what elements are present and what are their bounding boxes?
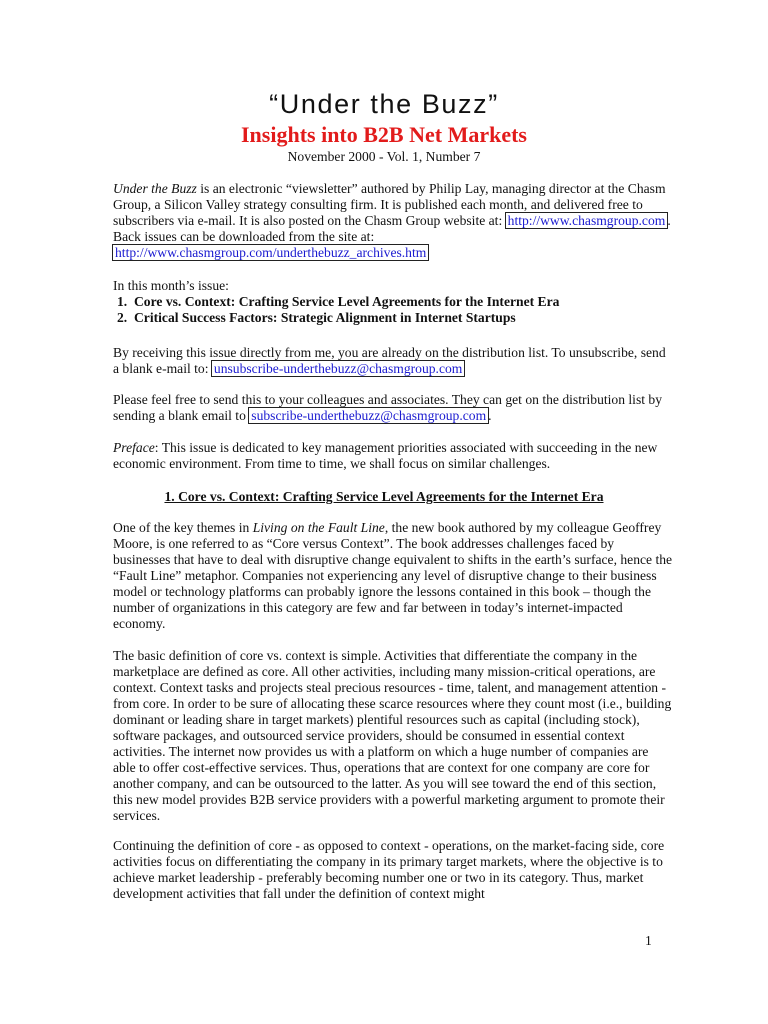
section-1-paragraph-1: [113, 520, 673, 632]
unsubscribe-email-link[interactable]: unsubscribe-underthebuzz@chasmgroup.com: [213, 361, 463, 376]
intro-text-2: . Back issues can be downloaded from the site at:: [113, 213, 671, 244]
subscribe-text: Please feel free to send this to your colleagues and associates. They can get on the distribution list by sending a blank email to: [113, 392, 663, 423]
p1-text-b: , the new book authored by my colleague Geoffrey Moore, is one referred to as “Core versus Context”. The book addresses challenges faced by businesses that have to deal with disruptive change equivalent to shifts in the earth’s surface, hence the “Fault Line” metaphor. Companies not experiencing any level of disruptive change to their business model or technology platforms can probably ignore the lessons contained in this book – though the number of organizations in this category are few and far between in today’s internet-impacted economy.: [113, 520, 673, 631]
preface-paragraph: [113, 440, 673, 472]
subscribe-paragraph: [113, 392, 673, 424]
issue-dateline: November 2000 - Vol. 1, Number 7: [287, 149, 481, 164]
preface-text: : This issue is dedicated to key management priorities associated with succeeding in the new economic environment. From time to time, we shall focus on similar challenges.: [113, 440, 658, 471]
toc-item-2: 2. Critical Success Factors: Strategic Alignment in Internet Startups: [117, 310, 516, 325]
toc-item-1: 1. Core vs. Context: Crafting Service Level Agreements for the Internet Era: [117, 294, 560, 309]
section-1-paragraph-2: [113, 648, 673, 824]
p1-text-a: One of the key themes in: [113, 520, 253, 535]
p3-text: Continuing the definition of core - as opposed to context - operations, on the market-facing side, core activities focus on differentiating the company in its primary target markets, where the objective is to achieve market leadership - preferably becoming number one or two in its category. Thus, market development activities that fall under the definition of context might: [113, 838, 665, 901]
archives-link[interactable]: http://www.chasmgroup.com/underthebuzz_archives.htm: [115, 245, 427, 260]
newsletter-title: “Under the Buzz”: [269, 89, 499, 119]
section-1-heading: 1. Core vs. Context: Crafting Service Level Agreements for the Internet Era: [164, 489, 604, 504]
book-title: Living on the Fault Line: [252, 520, 385, 535]
page-number: 1: [645, 933, 652, 948]
newsletter-subtitle: Insights into B2B Net Markets: [240, 122, 527, 147]
website-link[interactable]: http://www.chasmgroup.com: [507, 213, 666, 228]
subscribe-email-link[interactable]: subscribe-underthebuzz@chasmgroup.com: [251, 408, 487, 423]
intro-paragraph: [113, 181, 673, 261]
unsubscribe-paragraph: [113, 345, 673, 377]
intro-text-1: is an electronic “viewsletter” authored by Philip Lay, managing director at the Chasm Group, a Silicon Valley strategy consulting firm. It is published each month, and delivered free to subscribers via e-mail. It is also posted on the Chasm Group website at:: [113, 181, 666, 228]
unsubscribe-text: By receiving this issue directly from me, you are already on the distribution list. To unsubscribe, send a blank e-mail to:: [113, 345, 666, 376]
subscribe-after: .: [488, 408, 492, 423]
section-1-paragraph-3: [113, 838, 673, 902]
toc-list: [113, 294, 673, 326]
newsletter-name: Under the Buzz: [113, 181, 197, 196]
toc-section: [113, 278, 673, 326]
p2-text: The basic definition of core vs. context is simple. Activities that differentiate the company in the marketplace are defined as core. All other activities, including many mission-critical operations, are context. Context tasks and projects steal precious resources - time, talent, and management attention - from core. In order to be sure of allocating these scarce resources where they count most (i.e., building dominant or leading share in target markets) plentiful resources such as capital (including stock), software packages, and outsourced service providers, should be consumed in essential context activities. The internet now provides us with a platform on which a huge number of companies are able to offer cost-effective services. Thus, operations that are context for one company are core for another company, and can be outsourced to the latter. As you will see toward the end of this section, this new model provides B2B service providers with a powerful marketing argument to promote their services.: [113, 648, 672, 823]
preface-label: Preface: [113, 440, 155, 455]
toc-lead: In this month’s issue:: [113, 278, 229, 293]
